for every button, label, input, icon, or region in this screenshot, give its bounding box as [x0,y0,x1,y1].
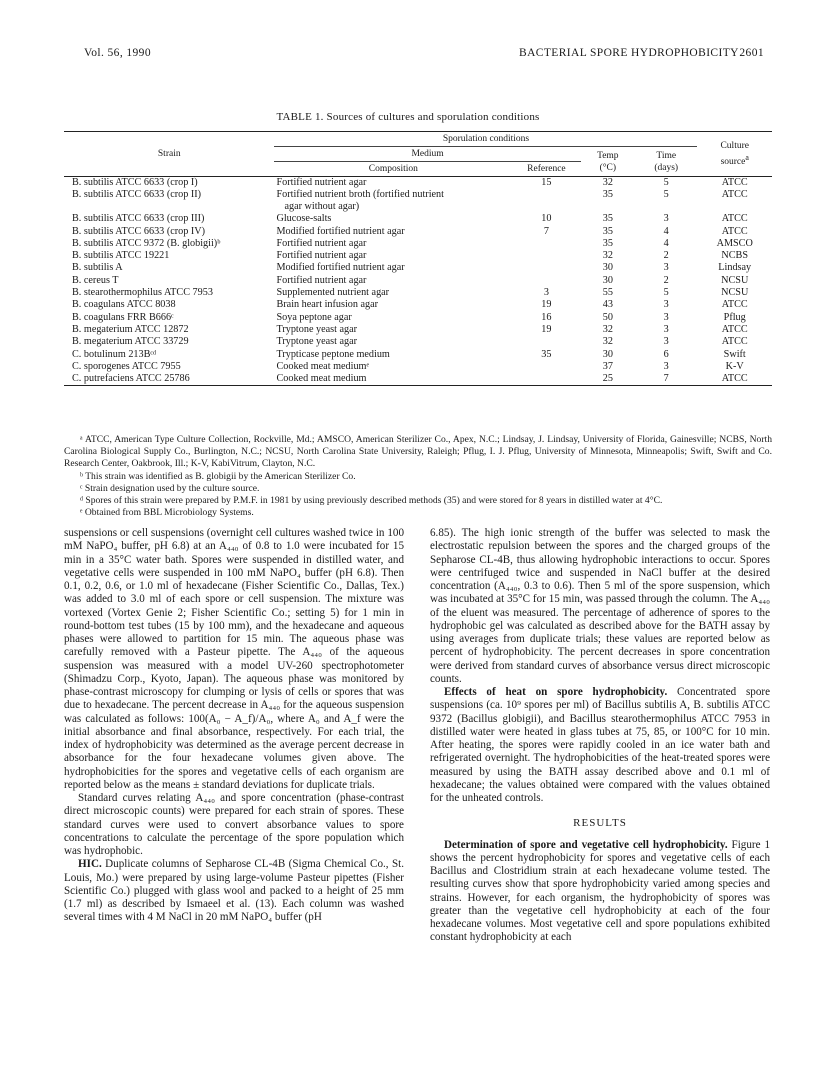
table-row [64,336,772,348]
cell-composition: Fortified nutrient agar [276,177,367,188]
footnote-d: ᵈ Spores of this strain were prepared by P.M.F. in 1981 by using previously described methods (35) and were stored for 8 years in distilled water at 4°C. [80,495,663,507]
cell-time: 3 [663,299,669,311]
cultures-table [64,131,772,386]
cell-strain: B. subtilis A [72,262,123,274]
cell-temp: 35 [602,189,613,201]
cell-composition: Cooked meat medium [276,373,367,385]
cell-composition: Fortified nutrient agar [276,274,367,286]
cell-source: Pflug [723,311,746,323]
cell-composition: Modified fortified nutrient agar [276,262,405,274]
cell-temp: 32 [602,177,613,188]
cell-reference: 35 [541,348,552,360]
cell-time: 3 [663,336,669,348]
footnote-c: ᶜ Strain designation used by the culture source. [80,482,260,494]
cell-reference: 15 [541,177,552,188]
determination-heading: Determination of spore and vegetative cell hydrophobicity. [444,838,728,851]
cell-strain: B. subtilis ATCC 19221 [72,250,170,262]
table-row [64,373,772,386]
cell-temp: 35 [602,225,613,237]
cell-temp: 30 [602,348,613,360]
cell-source: ATCC [721,189,748,201]
cell-time: 3 [663,323,669,335]
cell-composition: Glucose-salts [276,213,332,225]
footnote-e: ᵉ Obtained from BBL Microbiology Systems. [80,507,254,519]
cell-composition: Trypticase peptone medium [276,348,390,360]
col-header-composition: Composition [368,164,418,174]
cell-reference: 19 [541,299,552,311]
cell-temp: 30 [602,262,613,274]
cell-source: ATCC [721,336,748,348]
cell-temp: 50 [602,311,613,323]
cell-strain: B. subtilis ATCC 6633 (crop I) [72,177,198,188]
col-header-time: Time (days) [654,150,679,173]
results-heading: RESULTS [573,817,627,830]
cell-composition: Modified fortified nutrient agar [276,225,405,237]
cell-strain: B. stearothermophilus ATCC 7953 [72,287,213,299]
cell-reference [512,361,580,373]
cell-strain: B. megaterium ATCC 33729 [72,336,189,348]
cell-temp: 32 [602,250,613,262]
cell-source: ATCC [721,213,748,225]
cell-reference [512,262,580,274]
cell-reference [512,238,580,250]
cell-time: 5 [663,287,669,299]
cell-temp: 32 [602,336,613,348]
cell-source: NCSU [721,287,749,299]
col-header-strain: Strain [157,149,181,159]
cell-composition: Brain heart infusion agar [276,299,379,311]
cell-temp: 37 [602,360,613,372]
cell-strain: B. subtilis ATCC 9372 (B. globigii)ᵇ [72,237,221,249]
table-row [64,275,772,287]
cell-composition: Soya peptone agar [276,311,352,323]
col-header-sporulation: Sporulation conditions [274,132,697,147]
cell-time: 6 [663,348,669,360]
cell-reference: 16 [541,311,552,323]
table-footnotes [64,434,772,519]
cell-strain: B. subtilis ATCC 6633 (crop III) [72,213,205,225]
cell-source: K-V [725,360,744,372]
cell-strain: C. putrefaciens ATCC 25786 [72,373,190,385]
cell-reference [512,250,580,262]
col-header-medium: Medium [274,147,580,162]
col-header-reference: Reference [527,164,566,174]
cell-temp: 30 [602,274,613,286]
paragraph-heat-effects: Effects of heat on spore hydrophobicity. Concentrated spore suspensions (ca. 10⁹ spores per ml) of Bacillus subtilis A, B. subtilis ATCC 9372 (Bacillus globigii), and Bacillus stearothermophilus ATCC 7953 in distilled water were heated in glass tubes at 75, 85, or 100°C for 10 min. After heating, the spores were rapidly cooled in an ice water bath and refrigerated overnight. The hydrophobicities of the heat-treated spores were measured by using the BATH assay described above and 0.1 ml of hexadecane; the values obtained were compared with the values obtained for the unheated controls. [430,686,770,804]
cell-strain: B. coagulans FRR B666ᶜ [72,311,174,323]
running-header [84,47,764,65]
cell-source: NCBS [721,250,749,262]
cell-strain: C. botulinum 213Bᶜᵈ [72,348,157,360]
cell-time: 2 [663,250,669,262]
cell-strain: C. sporogenes ATCC 7955 [72,360,181,372]
cell-composition: Tryptone yeast agar [276,336,358,348]
cell-source: Swift [723,348,746,360]
volume-label: Vol. 56, 1990 [84,47,151,59]
cell-source: ATCC [721,299,748,311]
table-title: TABLE 1. Sources of cultures and sporulation conditions [276,111,540,123]
cell-strain: B. coagulans ATCC 8038 [72,299,176,311]
cell-reference: 19 [541,323,552,335]
cell-temp: 55 [602,287,613,299]
footnote-a: ᵃ ATCC, American Type Culture Collection, Rockville, Md.; AMSCO, American Sterilizer Co., Apex, N.C.; Lindsay, J. Lindsay, University of Florida, Gainesville; NCBS, North Carolina Biological Supply Co., Burlington, N.C.; NCSU, North Carolina State University, Raleigh; Pflug, I. J. Pflug, University of Minnesota, Minneapolis; Swift, Swift and Co. Research Center, Oakbrook, Ill.; K-V, KabiVitrum, Clayton, N.C. [64,434,772,470]
table-row [64,189,772,213]
footnote-b: ᵇ This strain was identified as B. globigii by the American Sterilizer Co. [80,470,356,482]
cell-time: 3 [663,262,669,274]
cell-composition: Cooked meat mediumᵉ [276,360,370,372]
cell-temp: 25 [602,373,613,385]
cell-composition: Tryptone yeast agar [276,323,358,335]
table-row [64,324,772,336]
cell-source: AMSCO [716,237,753,249]
paragraph-determination: Determination of spore and vegetative cell hydrophobicity. Figure 1 shows the percent hydrophobicity for spores and vegetative cells of each Bacillus and Clostridium strain at each hexadecane volume tested. The resulting curves show that spore hydrophobicity varied among species and strains. However, for each organism, the hydrophobicity of spores was greater than the vegetative cell hydrophobicity at each of the four hexadecane volumes. Most vegetative cell and spore populations exhibited constant hydrophobicity at each [430,838,770,944]
table-row [64,250,772,262]
cell-time: 3 [663,311,669,323]
running-title: BACTERIAL SPORE HYDROPHOBICITY [519,47,739,59]
col-header-temp: Temp (°C) [597,150,619,173]
cell-source: ATCC [721,323,748,335]
table-row [64,312,772,324]
cell-temp: 32 [602,323,613,335]
table-row [64,213,772,225]
cell-temp: 43 [602,299,613,311]
table-row [64,262,772,274]
table-row [64,177,772,190]
table-row [64,238,772,250]
cell-time: 2 [663,274,669,286]
cell-source: NCSU [721,274,749,286]
cell-time: 4 [663,237,669,249]
paragraph-hic-continued: 6.85). The high ionic strength of the buffer was selected to mask the electrostatic repulsion between the spores and the charged groups of the Sepharose CL-4B, thus allowing hydrophobic interactions to occur. Spores were centrifuged twice and suspended in NaCl buffer at the desired concentration (A₄₄₀, 0.3 to 0.6). Then 5 ml of the spore suspension, which was incubated at 35°C for 15 min, was passed through the column. The A₄₄₀ of the eluent was measured. The percentage of adherence of spores to the hydrophobic gel was calculated as described above for the BATH assay by using averages from duplicate trials; these values are reported below as percent of hydrophobicity. The percent decreases in spore concentration were derived from standard curves of absorbance versus direct microscopic counts. [430,527,770,685]
cell-reference [512,336,580,348]
cell-time: 7 [663,373,669,385]
col-header-source: Culture source$^a$ [720,140,749,168]
cell-source: Lindsay [718,262,752,274]
cell-time: 3 [663,213,669,225]
cell-reference: 10 [541,213,552,225]
right-column [430,527,770,945]
table-row [64,226,772,238]
cell-reference [512,189,580,213]
cell-strain: B. subtilis ATCC 6633 (crop IV) [72,225,206,237]
cell-strain: B. subtilis ATCC 6633 (crop II) [72,189,202,201]
cell-time: 3 [663,360,669,372]
cell-reference: 7 [543,225,549,237]
table-row [64,361,772,373]
cell-composition: Fortified nutrient agar [276,237,367,249]
table-row [64,349,772,361]
cell-strain: B. megaterium ATCC 12872 [72,323,189,335]
cell-time: 5 [663,177,669,188]
table-row [64,287,772,299]
cell-strain: B. cereus T [72,274,119,286]
cell-reference: 3 [543,287,549,299]
paragraph-standard-curves: Standard curves relating A₄₄₀ and spore concentration (phase-contrast direct microscopic counts) were prepared for each strain of spores. These standard curves were used to convert absorbance values to spore concentrations to calculate the percentage of the spore population which was hydrophobic. [64,792,404,857]
cell-source: ATCC [721,177,748,188]
cell-composition: Fortified nutrient agar [276,250,367,262]
paragraph-bath-method: suspensions or cell suspensions (overnight cell cultures washed twice in 100 mM NaPO₄ buffer, pH 6.8) at an A₄₄₀ of 0.8 to 1.0 were incubated for 15 min in a 35°C water bath. Spores were suspended in distilled water, and vegetative cells were suspended in 100 mM NaPO₄ buffer (pH 6.8). Then 0.1, 0.2, 0.6, or 1.0 ml of hexadecane (Fisher Scientific Co., Dallas, Tex.) was added to 3.0 ml of each spore or cell suspension. The mixture was vortexed (Vortex Genie 2; Fisher Scientific Co.; setting 5) for 1 min in round-bottom test tubes (15 by 100 mm), and the hexadecane and aqueous phases were allowed to partition for 15 min. The aqueous phase was carefully removed with a Pasteur pipette. The A₄₄₀ of the aqueous suspension was measured with a model UV-260 spectrophotometer (Shimadzu Corp., Kyoto, Japan). The aqueous phase was monitored by phase-contrast microscopy for clumping or lysis of cells or spores that was due to hexadecane. The percent decrease in A₄₄₀ for the aqueous suspension was calculated as follows: 100(A₀ − A_f)/A₀, where A₀ and A_f were the initial absorbance and final absorbance, respectively. For each trial, the index of hydrophobicity was determined as the average percent decrease in absorbance for the four hexadecane volumes given above. The hydrophobicities for the spores and vegetative cells of each organism are reported below as the means ± standard deviations for duplicate trials. [64,527,404,791]
cell-composition: Supplemented nutrient agar [276,287,390,299]
cell-reference [512,373,580,386]
cell-time: 4 [663,225,669,237]
heat-heading: Effects of heat on spore hydrophobicity. [444,686,668,698]
hic-heading: HIC. [78,858,102,871]
cell-time: 5 [663,189,669,201]
left-column [64,527,404,925]
cell-source: ATCC [721,373,748,385]
cell-reference [512,275,580,287]
cell-source: ATCC [721,225,748,237]
table-row [64,299,772,311]
cell-composition: Fortified nutrient broth (fortified nutrient agar without agar) [276,189,444,213]
paragraph-hic: HIC. Duplicate columns of Sepharose CL-4B (Sigma Chemical Co., St. Louis, Mo.) were prepared by using large-volume Pasteur pipettes (Fisher Scientific Co.) plugged with glass wool and packed to a height of 25 mm (1.7 ml) as described by Ismaeel et al. (13). Each column was washed several times with 4 M NaCl in 20 mM NaPO₄ buffer (pH [64,858,404,924]
cell-temp: 35 [602,213,613,225]
page-number: 2601 [739,47,764,59]
cell-temp: 35 [602,237,613,249]
